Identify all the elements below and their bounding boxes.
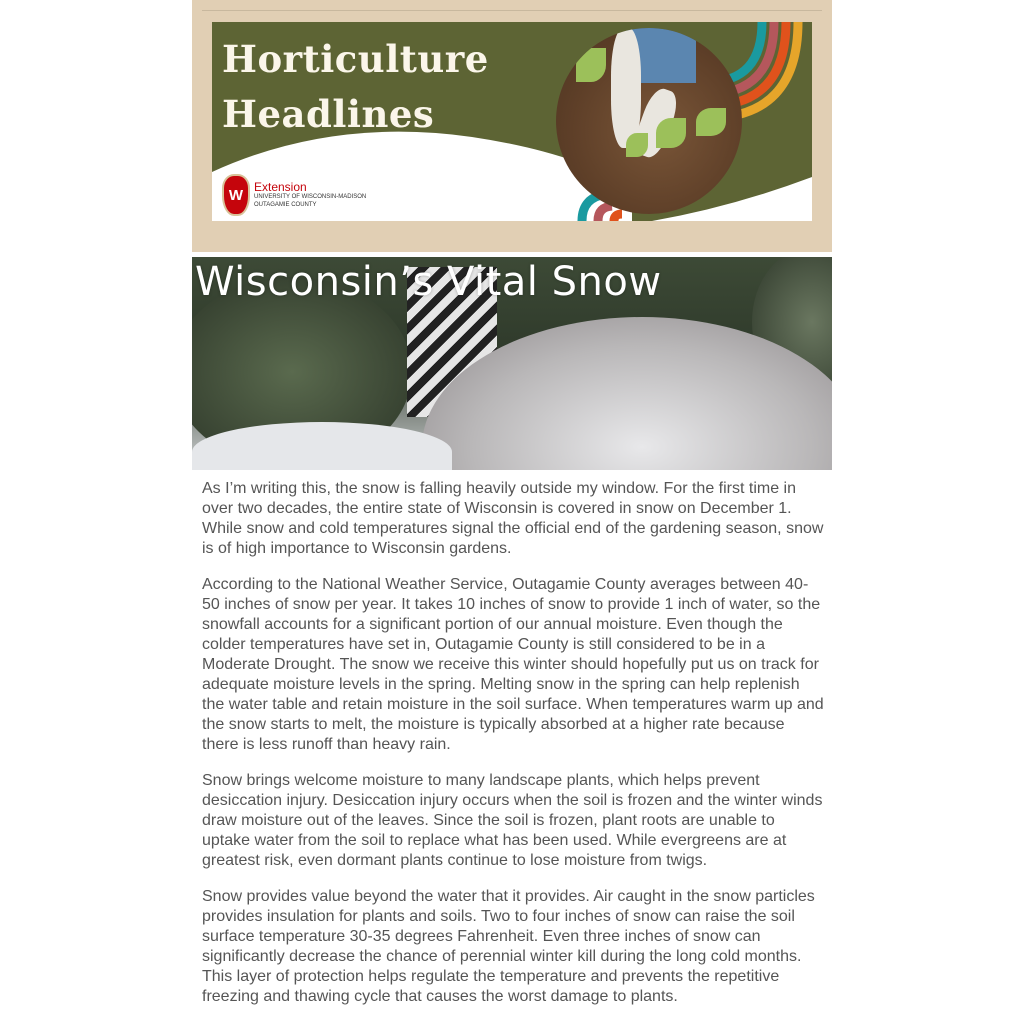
- title-line-1: Horticulture: [222, 37, 489, 81]
- divider: [202, 10, 822, 11]
- article-title: Wisconsin’s Vital Snow: [195, 259, 662, 305]
- uw-crest-icon: W: [222, 174, 250, 216]
- banner-title: [222, 32, 489, 142]
- horticulture-headlines-banner: [212, 22, 812, 221]
- article-body: [202, 479, 824, 1023]
- snow-hero-image: [192, 257, 832, 470]
- uw-extension-logo: [222, 174, 366, 216]
- logo-county: OUTAGAMIE COUNTY: [254, 202, 317, 208]
- newsletter: [192, 0, 832, 1005]
- newsletter-header: [192, 0, 832, 252]
- logo-university: UNIVERSITY OF WISCONSIN-MADISON: [254, 194, 367, 200]
- paragraph: Snow brings welcome moisture to many landscape plants, which helps prevent desiccation injury. Desiccation injury occurs when the soil is frozen and the winter winds draw moisture out of the leaves. Since the soil is frozen, plant roots are unable to uptake water from the soil to replace what has been used. While evergreens are at greatest risk, even dormant plants continue to lose moisture from twigs.: [202, 772, 823, 869]
- paragraph: As I’m writing this, the snow is falling heavily outside my window. For the first time in over two decades, the entire state of Wisconsin is covered in snow on December 1. While snow and cold temperatures signal the official end of the gardening season, snow is of high importance to Wisconsin gardens.: [202, 480, 824, 557]
- logo-name: Extension: [254, 180, 307, 194]
- paragraph: Snow provides value beyond the water that it provides. Air caught in the snow particles provides insulation for plants and soils. Two to four inches of snow can raise the soil surface temperature 30-35 degrees Fahrenheit. Even three inches of snow can significantly decrease the chance of perennial winter kill during the long cold months. This layer of protection helps regulate the temperature and prevents the repetitive freezing and thawing cycle that causes the worst damage to plants.: [202, 888, 815, 1005]
- paragraph: According to the National Weather Service, Outagamie County averages between 40-50 inches of snow per year. It takes 10 inches of snow to provide 1 inch of water, so the snowfall accounts for a significant portion of our annual moisture. Even though the colder temperatures have set in, Outagamie County is still considered to be in a Moderate Drought. The snow we receive this winter should hopefully put us on track for adequate moisture levels in the spring. Melting snow in the spring can help replenish the water table and retain moisture in the soil surface. When temperatures warm up and the snow starts to melt, the moisture is typically absorbed at a higher rate because there is less runoff than heavy rain.: [202, 576, 824, 753]
- gardening-photo: [556, 28, 742, 214]
- title-line-2: Headlines: [222, 92, 435, 136]
